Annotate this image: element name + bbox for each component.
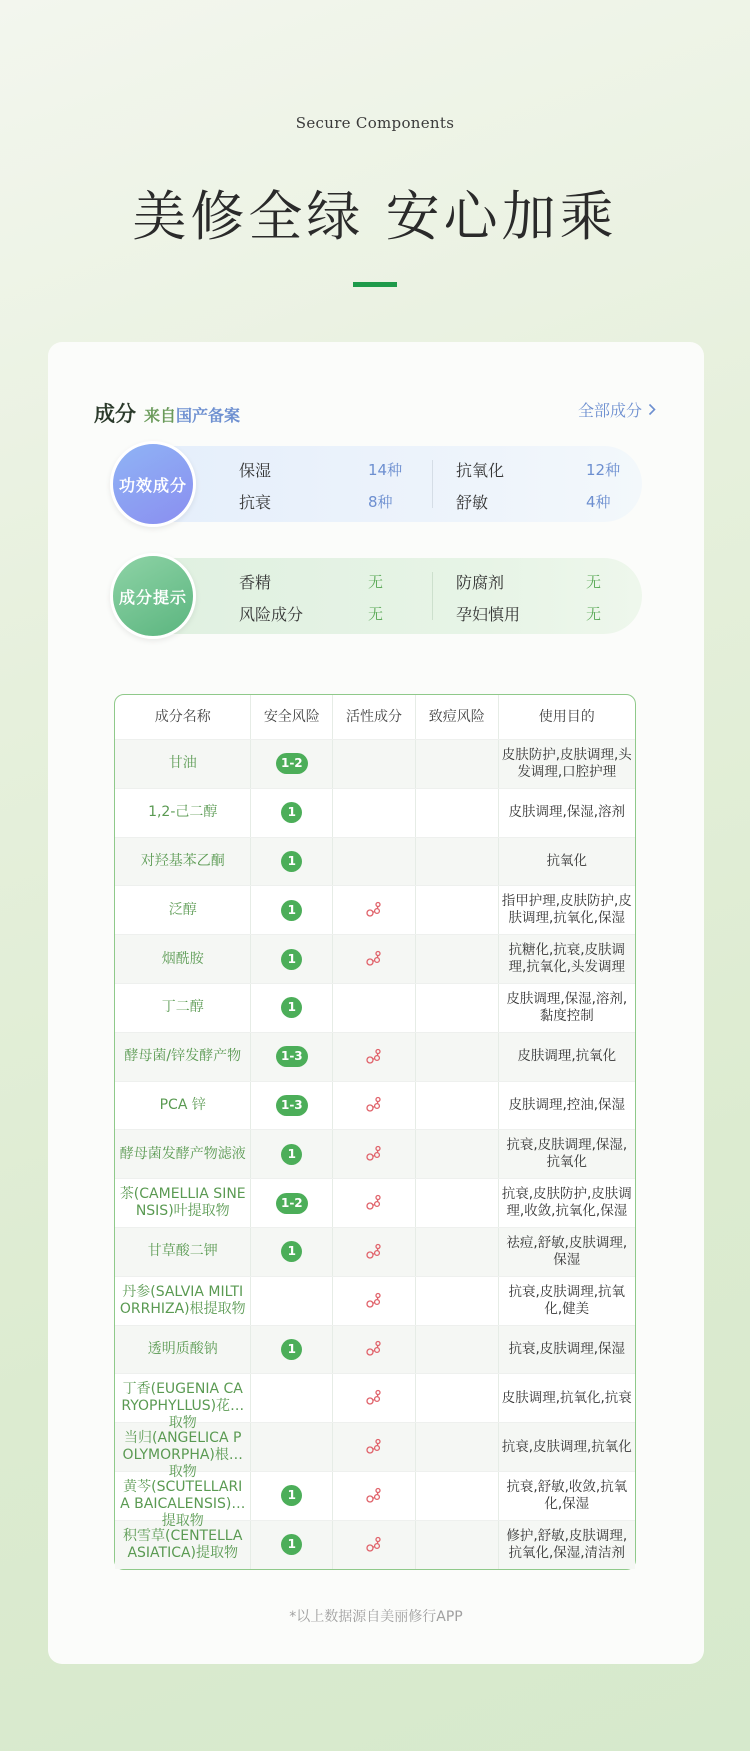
ingredient-name-text: PCA 锌: [159, 1096, 206, 1113]
molecule-icon: [364, 1437, 384, 1457]
acne-risk-cell: [415, 984, 498, 1032]
active-ingredient-cell: [332, 1130, 415, 1178]
safety-risk-badge: 1: [281, 997, 302, 1018]
efficacy-value: 4种: [586, 493, 611, 511]
table-body: [115, 739, 635, 1569]
active-ingredient-cell: [332, 740, 415, 788]
section-from: 来自: [144, 406, 177, 425]
ingredient-name: [115, 1082, 250, 1130]
molecule-icon: [364, 1535, 384, 1555]
acne-risk-cell: [415, 789, 498, 837]
active-ingredient-cell: [332, 1521, 415, 1569]
ingredient-name-text: 透明质酸钠: [147, 1340, 218, 1357]
tips-value: 无: [586, 605, 602, 623]
table-row[interactable]: [115, 1227, 635, 1276]
table-row[interactable]: [115, 1178, 635, 1227]
ingredient-name: [115, 1228, 250, 1276]
tips-label: 防腐剂: [456, 573, 505, 592]
all-ingredients-link[interactable]: [578, 398, 656, 421]
safety-risk-cell: [250, 1033, 332, 1081]
ingredients-table: [114, 694, 636, 1570]
tips-label: 香精: [239, 573, 272, 592]
safety-risk-badge: 1: [281, 1144, 302, 1165]
panel-divider: [432, 460, 433, 508]
safety-risk-cell: [250, 1326, 332, 1374]
active-ingredient-cell: [332, 1228, 415, 1276]
usage-purpose: [498, 1521, 635, 1569]
hero-subtitle: Secure Components: [295, 114, 455, 132]
molecule-icon: [364, 1193, 384, 1213]
ingredient-name-text: 酵母菌/锌发酵产物: [124, 1048, 242, 1065]
usage-purpose: [498, 740, 635, 788]
col-header-name: 成分名称: [154, 708, 211, 725]
safety-risk-cell: [250, 1374, 332, 1422]
active-ingredient-cell: [332, 1033, 415, 1081]
usage-purpose-text: 抗衰,皮肤防护,皮肤调理,收敛,抗氧化,保湿: [501, 1186, 632, 1220]
ingredient-name: [115, 935, 250, 983]
panel-divider: [432, 572, 433, 620]
tips-label: 孕妇慎用: [456, 605, 521, 624]
molecule-icon: [364, 1095, 384, 1115]
safety-risk-badge: 1-2: [276, 1193, 308, 1214]
hero-title: 美修全绿 安心加乘: [132, 185, 618, 248]
usage-purpose-text: 抗糖化,抗衰,皮肤调理,抗氧化,头发调理: [508, 942, 626, 976]
active-ingredient-cell: [332, 1082, 415, 1130]
usage-purpose-text: 皮肤防护,皮肤调理,头发调理,口腔护理: [501, 746, 632, 780]
ingredient-name-text: 丁香(EUGENIA CARYOPHYLLUS)花提取物: [121, 1381, 245, 1432]
usage-purpose: [498, 984, 635, 1032]
ingredient-name-text: 黄芩(SCUTELLARIA BAICALENSIS)根提取物: [120, 1478, 246, 1529]
table-row[interactable]: [115, 1325, 635, 1374]
ingredient-name: [115, 1326, 250, 1374]
safety-risk-cell: [250, 1423, 332, 1471]
active-ingredient-cell: [332, 984, 415, 1032]
ingredient-name: [115, 740, 250, 788]
ingredient-name: [115, 1374, 250, 1432]
usage-purpose: [498, 1033, 635, 1081]
active-ingredient-cell: [332, 886, 415, 934]
safety-risk-badge: 1: [281, 1485, 302, 1506]
table-row[interactable]: [115, 1373, 635, 1432]
efficacy-value: 12种: [586, 461, 621, 479]
acne-risk-cell: [415, 1326, 498, 1374]
molecule-icon: [364, 1144, 384, 1164]
active-ingredient-cell: [332, 838, 415, 886]
safety-risk-cell: [250, 789, 332, 837]
table-row[interactable]: [115, 983, 635, 1032]
chevron-right-icon: [648, 403, 656, 416]
active-ingredient-cell: [332, 1374, 415, 1422]
usage-purpose: [498, 838, 635, 886]
all-ingredients-label: 全部成分: [577, 401, 642, 420]
ingredient-name: [115, 838, 250, 886]
safety-risk-cell: [250, 886, 332, 934]
molecule-icon: [364, 949, 384, 969]
molecule-icon: [364, 1339, 384, 1359]
usage-purpose: [498, 1228, 635, 1276]
col-header-safety: 安全风险: [250, 695, 332, 739]
active-ingredient-cell: [332, 789, 415, 837]
ingredient-name-text: 积雪草(CENTELLA ASIATICA)提取物: [123, 1527, 243, 1561]
active-ingredient-cell: [332, 935, 415, 983]
usage-purpose-text: 抗衰,皮肤调理,抗氧化: [501, 1438, 632, 1455]
safety-risk-badge: 1: [281, 851, 302, 872]
tips-value: 无: [368, 605, 384, 623]
section-source: 国产备案: [176, 406, 241, 425]
usage-purpose: [498, 1326, 635, 1374]
safety-risk-cell: [250, 1179, 332, 1227]
usage-purpose: [498, 935, 635, 983]
ingredient-name: [115, 789, 250, 837]
usage-purpose-text: 皮肤调理,保湿,溶剂: [508, 804, 626, 821]
acne-risk-cell: [415, 1277, 498, 1325]
safety-risk-cell: [250, 1082, 332, 1130]
efficacy-label: 保湿: [239, 461, 272, 480]
molecule-icon: [364, 1291, 384, 1311]
usage-purpose: [498, 1130, 635, 1178]
molecule-icon: [364, 1242, 384, 1262]
ingredient-name-text: 泛醇: [168, 901, 197, 918]
usage-purpose-text: 皮肤调理,保湿,溶剂,黏度控制: [506, 990, 628, 1024]
active-ingredient-cell: [332, 1179, 415, 1227]
acne-risk-cell: [415, 1228, 498, 1276]
usage-purpose-text: 皮肤调理,抗氧化: [517, 1048, 617, 1065]
acne-risk-cell: [415, 1423, 498, 1471]
ingredient-name: [115, 886, 250, 934]
acne-risk-cell: [415, 1130, 498, 1178]
table-row[interactable]: [115, 1081, 635, 1130]
usage-purpose: [498, 1179, 635, 1227]
acne-risk-cell: [415, 935, 498, 983]
tips-panel: [116, 558, 642, 634]
safety-risk-cell: [250, 1277, 332, 1325]
col-header-purpose: 使用目的: [498, 695, 635, 739]
tips-value: 无: [368, 573, 384, 591]
usage-purpose: [498, 1277, 635, 1325]
ingredients-card: [48, 342, 704, 1664]
ingredient-name-text: 丹参(SALVIA MILTIORRHIZA)根提取物: [119, 1283, 246, 1317]
molecule-icon: [364, 1388, 384, 1408]
data-source-note: *以上数据源自美丽修行APP: [289, 1609, 463, 1625]
usage-purpose-text: 皮肤调理,控油,保湿: [508, 1096, 626, 1113]
usage-purpose: [498, 1082, 635, 1130]
safety-risk-cell: [250, 984, 332, 1032]
acne-risk-cell: [415, 1082, 498, 1130]
table-row[interactable]: [115, 1032, 635, 1081]
usage-purpose: [498, 1472, 635, 1520]
ingredient-name: [115, 1130, 250, 1178]
ingredient-name-text: 丁二醇: [161, 999, 204, 1016]
ingredient-name-text: 对羟基苯乙酮: [140, 852, 225, 869]
efficacy-value: 8种: [368, 493, 393, 511]
ingredient-name-text: 甘油: [168, 755, 197, 772]
table-row[interactable]: [115, 934, 635, 983]
safety-risk-badge: 1: [281, 949, 302, 970]
molecule-icon: [364, 1047, 384, 1067]
ingredient-name-text: 1,2-己二醇: [148, 804, 218, 821]
safety-risk-cell: [250, 1472, 332, 1520]
ingredient-name: [115, 1179, 250, 1227]
table-row[interactable]: [115, 885, 635, 934]
acne-risk-cell: [415, 1374, 498, 1422]
usage-purpose-text: 抗衰,皮肤调理,保湿,抗氧化: [506, 1137, 628, 1171]
usage-purpose: [498, 1374, 635, 1422]
ingredient-name-text: 甘草酸二钾: [147, 1243, 218, 1260]
col-header-active: 活性成分: [332, 695, 415, 739]
usage-purpose-text: 抗衰,皮肤调理,保湿: [508, 1340, 626, 1357]
usage-purpose-text: 抗衰,皮肤调理,抗氧化,健美: [508, 1283, 626, 1317]
efficacy-label: 舒敏: [456, 493, 489, 512]
ingredient-name: [115, 1472, 250, 1529]
usage-purpose: [498, 886, 635, 934]
usage-purpose-text: 祛痘,舒敏,皮肤调理,保湿: [506, 1234, 628, 1268]
ingredient-name-text: 酵母菌发酵产物滤液: [119, 1145, 246, 1162]
efficacy-label: 抗氧化: [456, 461, 505, 480]
tips-badge: 成分提示: [110, 553, 196, 639]
acne-risk-cell: [415, 740, 498, 788]
usage-purpose-text: 抗氧化: [546, 852, 588, 869]
safety-risk-badge: 1: [281, 802, 302, 823]
safety-risk-badge: 1-3: [276, 1046, 308, 1067]
table-row[interactable]: [115, 1471, 635, 1529]
table-row[interactable]: [115, 739, 635, 788]
acne-risk-cell: [415, 838, 498, 886]
safety-risk-cell: [250, 740, 332, 788]
safety-risk-cell: [250, 838, 332, 886]
efficacy-badge: 功效成分: [110, 441, 196, 527]
safety-risk-badge: 1: [281, 1534, 302, 1555]
acne-risk-cell: [415, 1521, 498, 1569]
ingredient-name-text: 当归(ANGELICA POLYMORPHA)根提取物: [122, 1430, 243, 1481]
ingredient-name: [115, 1277, 250, 1325]
safety-risk-badge: 1: [281, 1241, 302, 1262]
acne-risk-cell: [415, 886, 498, 934]
safety-risk-badge: 1-3: [276, 1095, 308, 1116]
table-row[interactable]: [115, 1276, 635, 1325]
section-header: [94, 398, 240, 428]
table-row[interactable]: [115, 1129, 635, 1178]
ingredient-name-text: 烟酰胺: [161, 950, 204, 967]
active-ingredient-cell: [332, 1423, 415, 1471]
usage-purpose-text: 修护,舒敏,皮肤调理,抗氧化,保湿,清洁剂: [506, 1527, 628, 1561]
active-ingredient-cell: [332, 1472, 415, 1520]
active-ingredient-cell: [332, 1277, 415, 1325]
tips-value: 无: [586, 573, 602, 591]
ingredient-name-text: 茶(CAMELLIA SINENSIS)叶提取物: [119, 1186, 246, 1220]
safety-risk-cell: [250, 1228, 332, 1276]
molecule-icon: [364, 1486, 384, 1506]
safety-risk-badge: 1: [281, 1339, 302, 1360]
safety-risk-cell: [250, 935, 332, 983]
ingredient-name: [115, 1033, 250, 1081]
safety-risk-cell: [250, 1521, 332, 1569]
usage-purpose-text: 指甲护理,皮肤防护,皮肤调理,抗氧化,保湿: [501, 893, 632, 927]
table-row[interactable]: [115, 837, 635, 886]
col-header-acne: 致痘风险: [415, 695, 498, 739]
ingredient-name: [115, 984, 250, 1032]
table-row[interactable]: [115, 1520, 635, 1569]
usage-purpose-text: 皮肤调理,抗氧化,抗衰: [501, 1389, 632, 1406]
molecule-icon: [364, 900, 384, 920]
hero-divider: [353, 282, 397, 287]
tips-label: 风险成分: [239, 605, 304, 624]
usage-purpose: [498, 1423, 635, 1471]
acne-risk-cell: [415, 1179, 498, 1227]
table-row[interactable]: [115, 788, 635, 837]
table-row[interactable]: [115, 1422, 635, 1481]
table-header-row: [115, 695, 635, 739]
usage-purpose-text: 抗衰,舒敏,收敛,抗氧化,保湿: [506, 1478, 628, 1512]
safety-risk-badge: 1-2: [276, 753, 308, 774]
section-title: 成分: [94, 402, 136, 426]
efficacy-value: 14种: [368, 461, 403, 479]
active-ingredient-cell: [332, 1326, 415, 1374]
safety-risk-badge: 1: [281, 900, 302, 921]
ingredient-name: [115, 1521, 250, 1569]
ingredient-name: [115, 1423, 250, 1481]
usage-purpose: [498, 789, 635, 837]
acne-risk-cell: [415, 1472, 498, 1520]
efficacy-label: 抗衰: [239, 493, 272, 512]
acne-risk-cell: [415, 1033, 498, 1081]
efficacy-panel: [116, 446, 642, 522]
safety-risk-cell: [250, 1130, 332, 1178]
